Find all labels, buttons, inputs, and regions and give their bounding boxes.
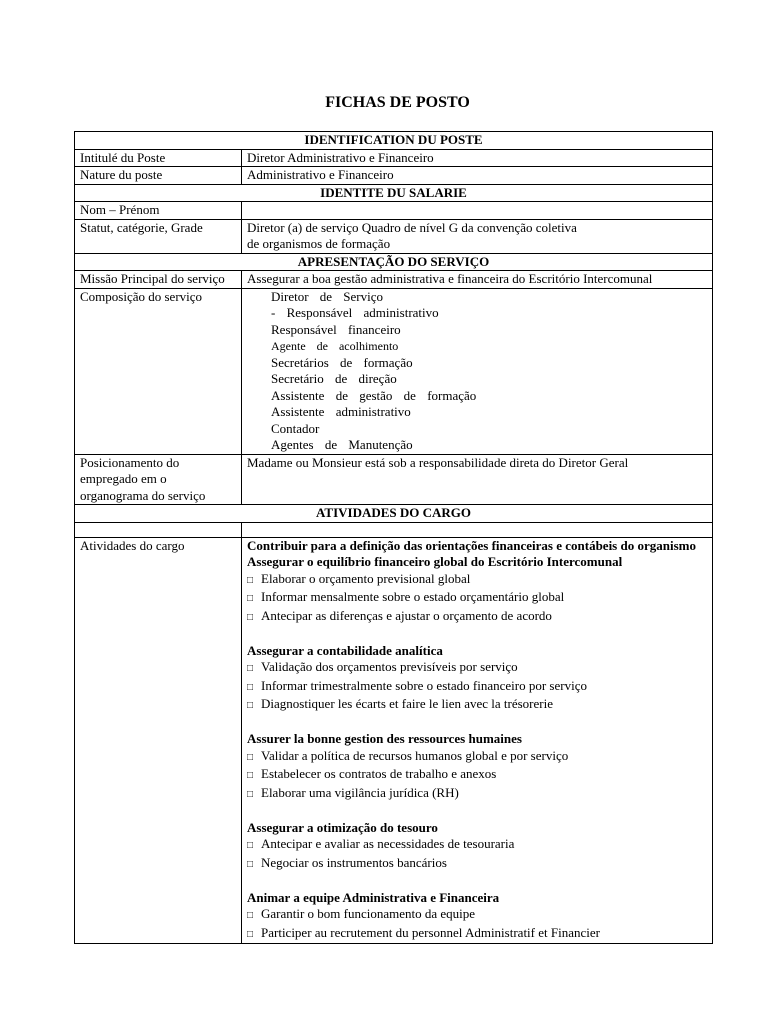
nature-label: Nature du poste xyxy=(75,167,242,185)
list-item: Assistente de gestão de formação xyxy=(271,387,477,403)
group-title: Assegurar a otimização do tesouro xyxy=(247,819,438,835)
intitule-label: Intitulé du Poste xyxy=(75,149,242,167)
bullet-item: □ Antecipar e avaliar as necessidades de tesouraria xyxy=(247,836,707,855)
posicionamento-value: Madame ou Monsieur está sob a responsabilidade direta do Diretor Geral xyxy=(242,454,713,505)
nature-value: Administrativo e Financeiro xyxy=(242,167,713,185)
group-title: Assegurar a contabilidade analítica xyxy=(247,642,443,658)
intitule-value: Diretor Administrativo e Financeiro xyxy=(242,149,713,167)
spacer xyxy=(247,803,707,820)
empty-cell xyxy=(75,522,242,537)
table-row xyxy=(75,219,713,253)
section-row xyxy=(75,253,713,271)
atividades-heading: Contribuir para a definição das orientações financeiras e contábeis do organismo xyxy=(247,537,696,553)
list-item: Agentes de Manutenção xyxy=(271,437,413,452)
list-item: Contador xyxy=(271,420,320,436)
atividades-value xyxy=(242,537,713,944)
table-row xyxy=(75,149,713,167)
bullet-item: □ Validação dos orçamentos previsíveis por serviço xyxy=(247,659,707,678)
table-row xyxy=(75,167,713,185)
nom-label: Nom – Prénom xyxy=(75,202,242,220)
table-row xyxy=(75,202,713,220)
table-row xyxy=(75,454,713,505)
group-title: Assurer la bonne gestion des ressources humaines xyxy=(247,731,522,746)
statut-value-line: Diretor (a) de serviço Quadro de nível G da convenção coletiva xyxy=(247,219,577,235)
empty-cell xyxy=(242,522,713,537)
bullet-item: □ Garantir o bom funcionamento da equipe xyxy=(247,906,707,925)
statut-value-line: de organismos de formação xyxy=(247,236,391,251)
atividades-label: Atividades do cargo xyxy=(75,537,242,944)
section-row xyxy=(75,132,713,150)
bullet-item: □ Estabelecer os contratos de trabalho e anexos xyxy=(247,766,707,785)
list-item: Secretários de formação xyxy=(271,354,413,370)
section-row xyxy=(75,184,713,202)
empty-row xyxy=(75,522,713,537)
composicao-value xyxy=(242,288,713,454)
list-item: Responsável financeiro xyxy=(271,321,401,337)
bullet-item: □ Participer au recrutement du personnel Administratif et Financier xyxy=(247,925,707,944)
bullet-item: □ Informar trimestralmente sobre o estado financeiro por serviço xyxy=(247,678,707,697)
page-title: FICHAS DE POSTO xyxy=(325,94,470,111)
list-item: - Responsável administrativo xyxy=(271,305,439,320)
list-item: Secretário de direção xyxy=(271,371,397,386)
missao-value: Assegurar a boa gestão administrativa e financeira do Escritório Intercomunal xyxy=(242,271,713,289)
bullet-item: □ Elaborar uma vigilância jurídica (RH) xyxy=(247,785,707,804)
group-title: Assegurar o equilíbrio financeiro global do Escritório Intercomunal xyxy=(247,554,623,569)
composicao-label: Composição do serviço xyxy=(75,288,242,454)
spacer xyxy=(247,873,707,890)
statut-value xyxy=(242,219,713,253)
bullet-item: □ Informar mensalmente sobre o estado orçamentário global xyxy=(247,589,707,608)
missao-label: Missão Principal do serviço xyxy=(75,271,242,289)
composicao-list xyxy=(247,289,707,454)
list-item: Assistente administrativo xyxy=(271,404,411,419)
statut-label: Statut, catégorie, Grade xyxy=(75,219,242,253)
bullet-item: □ Negociar os instrumentos bancários xyxy=(247,855,707,874)
group-title: Animar a equipe Administrativa e Financeira xyxy=(247,889,500,905)
bullet-item: □ Elaborar o orçamento previsional global xyxy=(247,571,707,590)
spacer xyxy=(247,626,707,643)
section-header-atividades: ATIVIDADES DO CARGO xyxy=(75,505,713,523)
posicionamento-label: Posicionamento do empregado em o organograma do serviço xyxy=(75,454,242,505)
section-header-servico: APRESENTAÇÃO DO SERVIÇO xyxy=(75,253,713,271)
bullet-item: □ Validar a política de recursos humanos global e por serviço xyxy=(247,748,707,767)
list-item: Agente de acolhimento xyxy=(271,339,399,353)
section-header-salarie: IDENTITE DU SALARIE xyxy=(75,184,713,202)
table-row xyxy=(75,288,713,454)
bullet-item: □ Diagnostiquer les écarts et faire le lien avec la trésorerie xyxy=(247,696,707,715)
spacer xyxy=(247,715,707,732)
table-row xyxy=(75,271,713,289)
table-row xyxy=(75,537,713,944)
nom-value xyxy=(242,202,713,220)
job-sheet-table xyxy=(74,131,713,944)
section-row xyxy=(75,505,713,523)
section-header-identification: IDENTIFICATION DU POSTE xyxy=(75,132,713,150)
list-item: Diretor de Serviço xyxy=(271,288,384,304)
bullet-item: □ Antecipar as diferenças e ajustar o orçamento de acordo xyxy=(247,608,707,627)
